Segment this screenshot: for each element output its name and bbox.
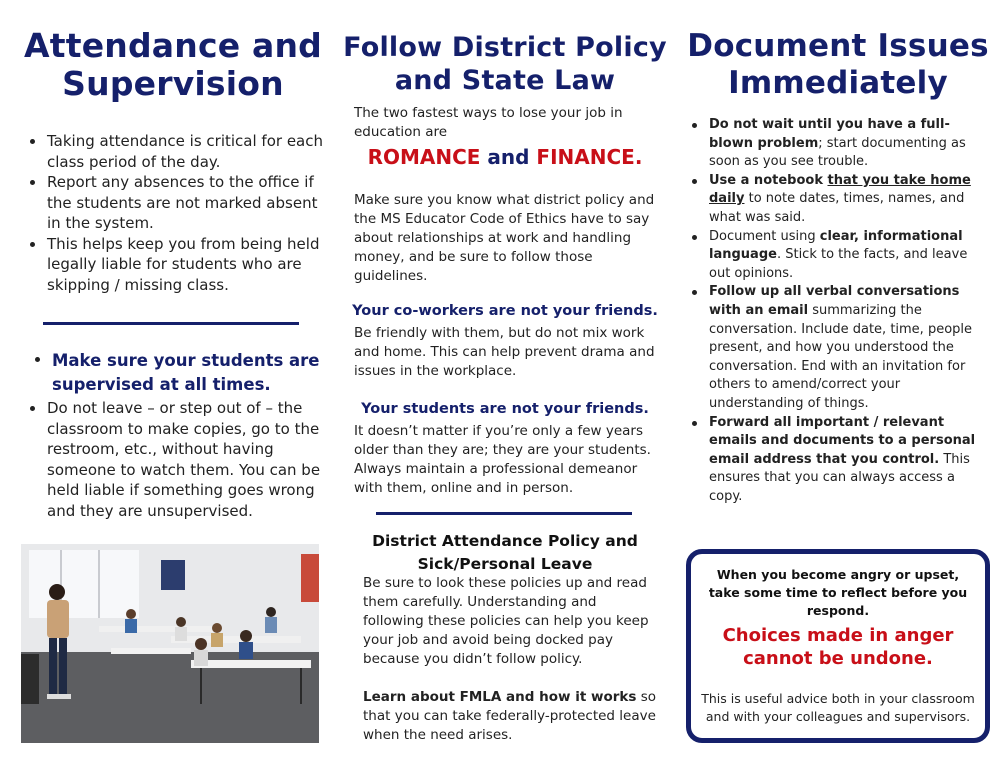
list-item: Taking attendance is critical for each class period of the day. [47, 131, 327, 172]
list-item: Do not leave – or step out of – the classroom to make copies, go to the restroom, etc., without having someone to watch them. You can be held liable if something goes wrong and they are unsupervised. [47, 398, 327, 521]
intro-text: The two fastest ways to lose your job in education are [354, 105, 623, 140]
policy-paragraph: Make sure you know what district policy and the MS Educator Code of Ethics have to say about relationships at work and handling money, and be sure to follow those guidelines. [354, 192, 655, 284]
coworkers-body: Be friendly with them, but do not mix work and home. This can help prevent drama and issues in the workplace. [354, 325, 655, 379]
list-item: This helps keep you from being held legally liable for students who are skipping / missing class. [47, 234, 327, 296]
leave-heading: District Attendance Policy and Sick/Personal Leave [372, 532, 638, 573]
section-divider [43, 322, 299, 325]
finance-word: FINANCE. [536, 145, 643, 169]
do-not-leave-bullets [47, 398, 327, 521]
attendance-bullets [47, 131, 327, 295]
fmla-bold: Learn about FMLA and how it works [363, 689, 637, 705]
document-title: Document Issues Immediately [687, 28, 989, 101]
document-bullets [709, 116, 979, 506]
romance-finance-line [340, 144, 670, 170]
policy-title: Follow District Policy and State Law [343, 32, 667, 96]
list-item: Use a notebook that you take home daily to note dates, times, names, and what was said. [709, 172, 979, 228]
students-heading: Your students are not your friends. [361, 401, 649, 417]
callout-red-text: Choices made in anger cannot be undone. [722, 625, 954, 669]
supervised-heading: Make sure your students are supervised at all times. [52, 349, 327, 397]
anger-callout-box [686, 549, 990, 743]
attendance-title: Attendance and Supervision [24, 26, 322, 103]
list-item: Forward all important / relevant emails and documents to a personal email address that you control. This ensures that you can always access a copy. [709, 414, 979, 507]
students-body: It doesn’t matter if you’re only a few years older than they are; they are your students. Always maintain a professional demeanor with them, online and in person. [354, 423, 651, 496]
leave-body: Be sure to look these policies up and read them carefully. Understanding and following these policies can help you keep your job and avoid being docked pay because you didn’t follow policy. [363, 575, 649, 667]
list-item: Do not wait until you have a full-blown problem; start documenting as soon as you see trouble. [709, 116, 979, 172]
list-item: Report any absences to the office if the students are not marked absent in the system. [47, 172, 327, 234]
section-divider [376, 512, 632, 515]
supervision-bullets [52, 349, 327, 397]
fmla-paragraph [363, 688, 659, 745]
callout-bottom-text: This is useful advice both in your classroom and with your colleagues and supervisors. [701, 691, 975, 724]
list-item: Follow up all verbal conversations with an email summarizing the conversation. Include date, time, people present, and how you understood the conversation. End with an invitation for others to amend/correct your understanding of things. [709, 283, 979, 413]
fmla-rest: so that you can take federally-protected leave when the need arises. [363, 689, 656, 743]
list-item: Document using clear, informational language. Stick to the facts, and leave out opinions. [709, 228, 979, 284]
coworkers-heading: Your co-workers are not your friends. [352, 303, 658, 319]
romance-word: ROMANCE [367, 145, 481, 169]
and-word: and [480, 145, 537, 169]
callout-top-text: When you become angry or upset, take some time to reflect before you respond. [708, 567, 968, 618]
classroom-photo [21, 544, 319, 743]
